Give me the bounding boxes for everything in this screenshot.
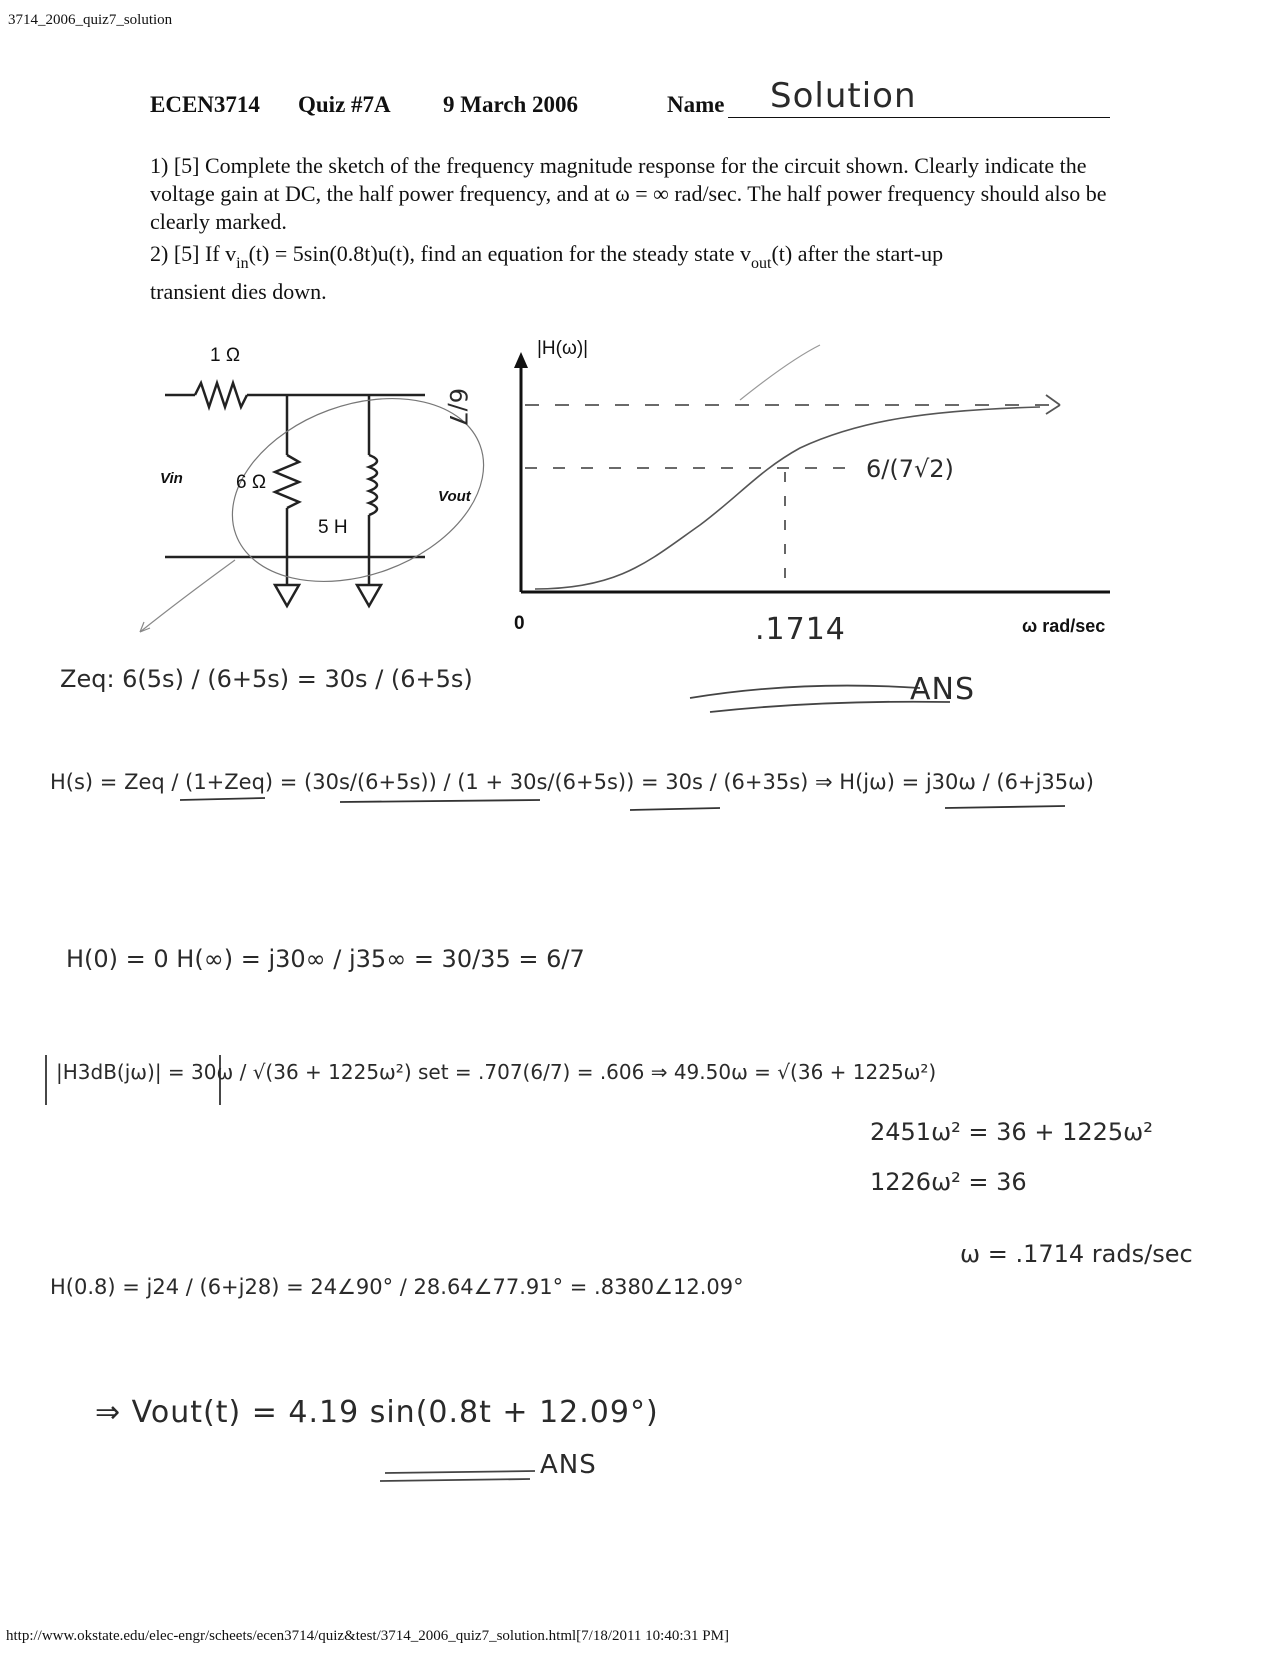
ground-2 (357, 585, 381, 606)
zeq-equation: Zeq: 6(5s) / (6+5s) = 30s / (6+5s) (60, 665, 473, 693)
h-at-0-8: H(0.8) = j24 / (6+j28) = 24∠90° / 28.64∠77.91° = .8380∠12.09° (50, 1275, 744, 1299)
r2-label: 6 Ω (236, 472, 267, 493)
plot-y-label: |H(ω)| (537, 338, 589, 359)
plot-origin-label: 0 (514, 613, 525, 634)
course-code: ECEN3714 (150, 92, 260, 117)
y-axis-arrow (514, 352, 528, 368)
solve-step-2: 1226ω² = 36 (870, 1168, 1027, 1196)
high-freq-gain-mark: 6/7 (444, 388, 472, 427)
page-footer-url: http://www.okstate.edu/elec-engr/scheets/ecen3714/quiz&test/3714_2006_quiz7_solution.html[7/18/2011 10:40:31 PM] (6, 1628, 729, 1644)
r1-label: 1 Ω (210, 345, 241, 366)
question-2-line2: transient dies down. (150, 279, 327, 304)
page-tab-title: 3714_2006_quiz7_solution (8, 12, 173, 28)
name-handwritten: Solution (770, 76, 917, 116)
question-1: 1) [5] Complete the sketch of the frequency magnitude response for the circuit shown. Clearly indicate the voltage gain at DC, the half power frequency, and at ω = ∞ rad/sec. The half power frequency should also be clearly marked. (150, 153, 1107, 234)
resistor-6ohm (275, 455, 299, 508)
solve-step-1: 2451ω² = 36 + 1225ω² (870, 1118, 1153, 1146)
inductor-label: 5 H (318, 517, 348, 538)
magnitude-curve (535, 407, 1040, 589)
question-2: 2) [5] If $v_{in}(t) = 5\sin(0.8t)u(t)$, find an equation for the steady state $v_{out}(t)$ after the start-up (150, 241, 944, 272)
resistor-1ohm (195, 383, 247, 407)
vout-answer: ⇒ Vout(t) = 4.19 sin(0.8t + 12.09°) (95, 1395, 659, 1430)
half-power-freq-mark: .1714 (755, 612, 846, 647)
vin-label: Vin (160, 470, 183, 487)
name-label: Name (667, 92, 725, 117)
inductor-5h (369, 455, 377, 515)
plot-x-label: ω rad/sec (1022, 616, 1106, 636)
ground-1 (275, 585, 299, 606)
transfer-function: H(s) = Zeq / (1+Zeq) = (30s/(6+5s)) / (1 + 30s/(6+5s)) = 30s / (6+35s) ⇒ H(jω) = j30ω / (6+j35ω) (50, 770, 1094, 794)
quiz-number: Quiz #7A (298, 92, 391, 117)
half-power-gain-mark: 6/(7√2) (866, 455, 954, 483)
answer-mark-2: ANS (540, 1450, 597, 1480)
answer-mark-1: ANS (910, 672, 976, 707)
quiz-date: 9 March 2006 (443, 92, 579, 117)
solve-step-3: ω = .1714 rads/sec (960, 1240, 1193, 1268)
vout-label: Vout (438, 488, 471, 505)
gain-limits: H(0) = 0 H(∞) = j30∞ / j35∞ = 30/35 = 6/7 (66, 945, 585, 973)
half-power-equation: |H3dB(jω)| = 30ω / √(36 + 1225ω²) set = .707(6/7) = .606 ⇒ 49.50ω = √(36 + 1225ω²) (56, 1060, 937, 1084)
